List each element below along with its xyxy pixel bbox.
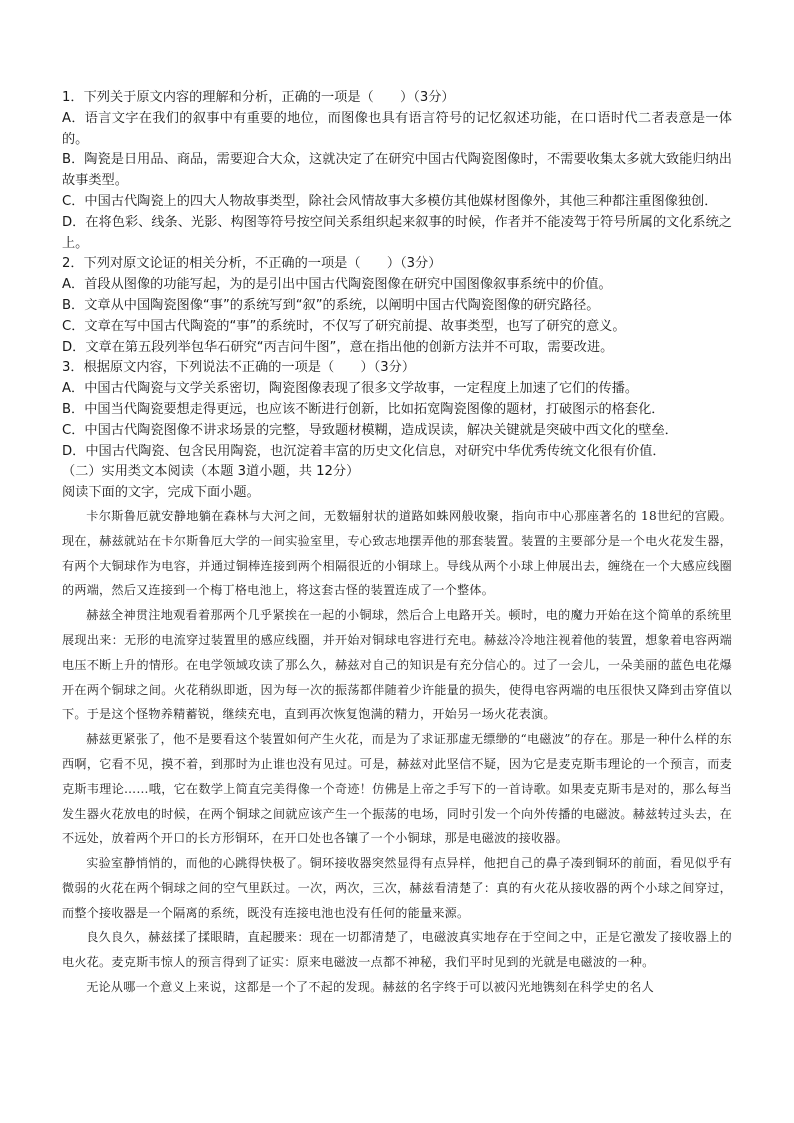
passage-paragraph-2: 赫兹全神贯注地观看着那两个几乎紧挨在一起的小铜球，然后合上电路开关。顿时，电的魔力开始在这个简单的系统里展现出来：无形的电流穿过装置里的感应线圈，并开始对铜球电容进行充电。赫兹冷冷地注视着他的装置，想象着电容两端电压不断上升的情形。在电学领域攻读了那么久，赫兹对自己的知识是有充分信心的。过了一会儿，一朵美丽的蓝色电花爆开在两个铜球之间。火花稍纵即逝，因为每一次的振荡都伴随着少许能量的损失，使得电容两端的电压很快又降到击穿值以下。于是这个怪物养精蓄锐，继续充电，直到再次恢复饱满的精力，开始另一场火花表演。	[62, 608, 732, 722]
section-instruction: 阅读下面的文字，完成下面小题。	[62, 485, 260, 501]
question-1	[62, 88, 732, 254]
question-2-option-b: B．文章从中国陶瓷图像“事”的系统写到“叙”的系统，以阐明中国古代陶瓷图像的研究路径。	[62, 297, 600, 313]
question-2	[62, 254, 732, 358]
question-1-option-a: A．语言文字在我们的叙事中有重要的地位，而图像也具有语言符号的记忆叙述功能，在口语时代二者表意是一体的。	[62, 110, 732, 147]
question-2-option-c: C．文章在写中国古代陶瓷的“事”的系统时，不仅写了研究前提、故事类型，也写了研究的意义。	[62, 318, 626, 334]
question-1-stem: 1．下列关于原文内容的理解和分析，正确的一项是（ ）（3分）	[62, 90, 455, 105]
reading-passage	[62, 504, 732, 1000]
passage-paragraph-4: 实验室静悄悄的，而他的心跳得快极了。铜环接收器突然显得有点异样，他把自己的鼻子凑到铜环的前面，看见似乎有微弱的火花在两个铜球之间的空气里跃过。一次，两次，三次，赫兹看清楚了：真的有火花从接收器的两个小球之间穿过，而整个接收器是一个隔离的系统，既没有连接电池也没有任何的能量来源。	[62, 856, 732, 920]
question-1-option-d: D．在将色彩、线条、光影、构图等符号按空间关系组织起来叙事的时候，作者并不能凌驾于符号所属的文化系统之上。	[62, 214, 732, 251]
question-2-option-d: D．文章在第五段列举包华石研究“丙吉问牛图”，意在指出他的创新方法并不可取，需要改进。	[62, 339, 614, 355]
passage-paragraph-1: 卡尔斯鲁厄就安静地躺在森林与大河之间，无数辐射状的道路如蛛网般收聚，指向市中心那座著名的 18世纪的宫殿。现在，赫兹就站在卡尔斯鲁厄大学的一间实验室里，专心致志地摆弄他的那套装置。装置的主要部分是一个电火花发生器，有两个大铜球作为电容，并通过铜棒连接到两个相隔很近的小铜球上。导线从两个小球上伸展出去，缠绕在一个大感应线圈的两端，然后又连接到一个梅丁格电池上，将这套古怪的装置连成了一个整体。	[62, 508, 732, 598]
question-3-option-d: D．中国古代陶瓷、包含民用陶瓷，也沉淀着丰富的历史文化信息，对研究中华优秀传统文化很有价值．	[62, 443, 666, 459]
question-3-stem: 3．根据原文内容，下列说法不正确的一项是（ ）（3分）	[62, 360, 416, 376]
question-3-option-a: A．中国古代陶瓷与文学关系密切，陶瓷图像表现了很多文学故事，一定程度上加速了它们的传播。	[62, 381, 639, 397]
passage-paragraph-3: 赫兹更紧张了，他不是要看这个装置如何产生火花，而是为了求证那虚无缥缈的“电磁波”的存在。那是一种什么样的东西啊，它看不见，摸不着，到那时为止谁也没有见过。可是，赫兹对此坚信不疑，因为它是麦克斯韦理论的一个预言，而麦克斯韦理论……哦，它在数学上简直完美得像一个奇迹！仿佛是上帝之手写下的一首诗歌。如果麦克斯韦是对的，那么每当发生器火花放电的时候，在两个铜球之间就应该产生一个振荡的电场，同时引发一个向外传播的电磁波。赫兹转过头去，在不远处，放着两个开口的长方形铜环，在开口处也各镶了一个小铜球，那是电磁波的接收器。	[62, 732, 732, 846]
question-1-option-c: C．中国古代陶瓷上的四大人物故事类型，除社会风情故事大多模仿其他媒材图像外，其他三种都注重图像独创．	[62, 193, 718, 209]
exam-page	[62, 88, 732, 1000]
question-2-stem: 2．下列对原文论证的相关分析，不正确的一项是（ ）（3分）	[62, 256, 442, 272]
passage-paragraph-6: 无论从哪一个意义上来说，这都是一个了不起的发现。赫兹的名字终于可以被闪光地镌刻在科学史的名人	[86, 980, 655, 995]
question-3	[62, 358, 732, 462]
question-1-option-b: B．陶瓷是日用品、商品，需要迎合大众，这就决定了在研究中国古代陶瓷图像时，不需要收集太多就大致能归纳出故事类型。	[62, 152, 732, 189]
section-title: （二）实用类文本阅读（本题 3道小题，共 12分）	[62, 464, 360, 480]
question-3-option-c: C．中国古代陶瓷图像不讲求场景的完整，导致题材模糊，造成误读，解决关键就是突破中西文化的壁垒．	[62, 422, 678, 438]
question-2-option-a: A．首段从图像的功能写起，为的是引出中国古代陶瓷图像在研究中国图像叙事系统中的价值。	[62, 277, 612, 293]
passage-paragraph-5: 良久良久，赫兹揉了揉眼睛，直起腰来：现在一切都清楚了，电磁波真实地存在于空间之中，正是它激发了接收器上的电火花。麦克斯韦惊人的预言得到了证实：原来电磁波一点都不神秘，我们平时见到的光就是电磁波的一种。	[62, 930, 732, 970]
question-3-option-b: B．中国当代陶瓷要想走得更远，也应该不断进行创新，比如拓宽陶瓷图像的题材，打破图示的格套化．	[62, 401, 665, 417]
